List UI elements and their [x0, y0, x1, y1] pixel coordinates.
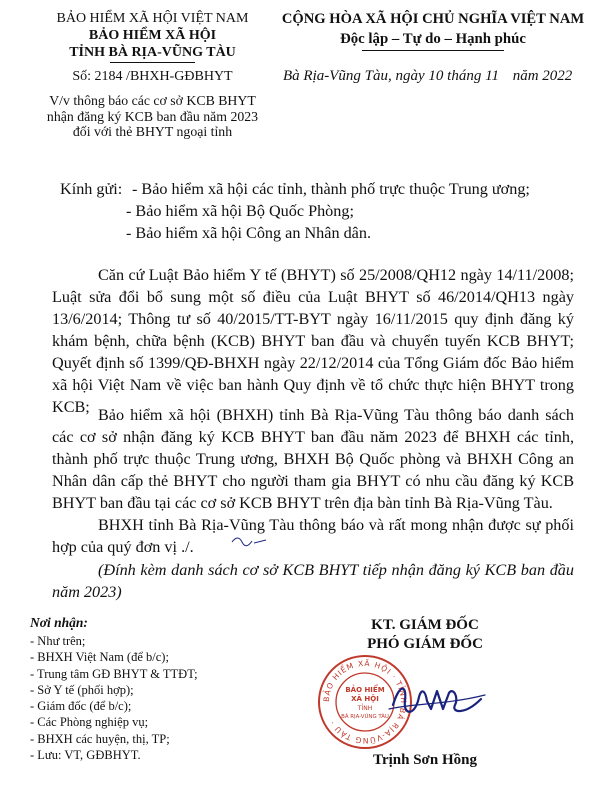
national-motto: Độc lập – Tự do – Hạnh phúc — [340, 31, 526, 47]
document-date — [283, 68, 572, 85]
issuer-name: BẢO HIỂM XÃ HỘI — [88, 28, 217, 43]
recipient-item: - Trung tâm GĐ BHYT & TTĐT; — [30, 666, 198, 681]
recipient-label: Nơi nhận: — [30, 615, 88, 630]
subject-line: đối với thẻ BHYT ngoại tỉnh — [72, 124, 233, 139]
seal-inner-text: XÃ HỘI — [351, 695, 379, 703]
recipient-item: - Sở Y tế (phối hợp); — [30, 682, 134, 697]
recipient-item: - Giám đốc (để b/c); — [30, 699, 132, 714]
parent-organization: BẢO HIỂM XÃ HỘI VIỆT NAM — [56, 11, 249, 26]
date-day: 10 — [428, 68, 444, 84]
addressee-item: - Bảo hiểm xã hội Bộ Quốc Phòng; — [126, 202, 354, 220]
date-month: 11 — [485, 68, 499, 84]
seal-inner-text: BÀ RỊA-VŨNG TÀU — [341, 714, 389, 720]
date-year: năm 2022 — [512, 68, 573, 84]
addressee-label: Kính gửi: — [60, 180, 123, 198]
signature-title-line2: PHÓ GIÁM ĐỐC — [367, 636, 483, 652]
seal-inner-text: TỈNH — [357, 705, 373, 712]
date-month-label: tháng — [447, 68, 482, 84]
initials-mark-icon — [230, 532, 270, 548]
handwritten-signature-icon — [385, 675, 495, 725]
recipient-item: - Các Phòng nghiệp vụ; — [30, 715, 149, 730]
legal-basis-paragraph: Căn cứ Luật Bảo hiểm Y tế (BHYT) số 25/2008/QH12 ngày 14/11/2008; Luật sửa đổi bổ sung một số điều của Luật BHYT số 46/2014/QH13 ngày 13/6/2014; Thông tư số 40/2015/TT-BYT ngày 16/11/2015 quy định đăng ký khám bệnh, chữa bệnh (KCB) BHYT ban đầu và chuyển tuyến KCB BHYT; Quyết định số 1399/QĐ-BHXH ngày 22/12/2014 của Tổng Giám đốc Bảo hiểm xã hội Việt Nam về việc ban hành Quy định về tổ chức thực hiện BHYT trong KCB; — [52, 266, 574, 416]
seal-ring-text: BẢO HIỂM XÃ HỘI · TỈNH BÀ RỊA-VŨNG TÀU · — [321, 658, 409, 746]
subject-line: nhận đăng ký KCB ban đầu năm 2023 — [46, 108, 259, 124]
closing-paragraph: BHXH tỉnh Bà Rịa-Vũng Tàu thông báo và rất mong nhận được sự phối hợp của quý đơn vị ./. — [52, 516, 574, 556]
issuer-province: TỈNH BÀ RỊA-VŨNG TÀU — [69, 45, 236, 60]
document-subject — [25, 93, 280, 140]
notice-paragraph: Bảo hiểm xã hội (BHXH) tỉnh Bà Rịa-Vũng Tàu thông báo danh sách các cơ sở nhận đăng ký KCB BHYT ban đầu năm 2023 để BHXH các tỉnh, thành phố trực thuộc Trung ương, BHXH Bộ Quốc phòng và BHXH Công an Nhân dân cấp thẻ BHYT cho người tham gia BHYT có nhu cầu đăng ký KCB BHYT ban đầu tại các cơ sở KCB BHYT trên địa bàn tỉnh Bà Rịa-Vũng Tàu. — [52, 406, 574, 512]
signer-name: Trịnh Sơn Hồng — [373, 752, 477, 768]
subject-line: V/v thông báo các cơ sở KCB BHYT — [49, 93, 256, 108]
document-number: Số: 2184 /BHXH-GĐBHYT — [72, 69, 233, 84]
recipient-item: - BHXH Việt Nam (để b/c); — [30, 650, 169, 665]
attachment-note: (Đính kèm danh sách cơ sở KCB BHYT tiếp nhận đăng ký KCB ban đầu năm 2023) — [52, 561, 574, 601]
recipient-item: - Lưu: VT, GĐBHYT. — [30, 748, 141, 763]
seal-inner-text: BẢO HIỂM — [345, 686, 385, 694]
nation-title: CỘNG HÒA XÃ HỘI CHỦ NGHĨA VIỆT NAM — [281, 11, 585, 27]
date-prefix: Bà Rịa-Vũng Tàu, ngày — [283, 68, 425, 84]
addressee-item: - Bảo hiểm xã hội các tỉnh, thành phố trực thuộc Trung ương; — [132, 180, 530, 198]
motto-underline — [362, 50, 504, 51]
recipient-item: - BHXH các huyện, thị, TP; — [30, 731, 170, 746]
issuer-underline — [110, 62, 195, 63]
addressee-item: - Bảo hiểm xã hội Công an Nhân dân. — [126, 224, 372, 242]
recipient-item: - Như trên; — [30, 634, 86, 648]
signature-title-line1: KT. GIÁM ĐỐC — [371, 617, 479, 633]
recipient-list — [30, 633, 198, 763]
